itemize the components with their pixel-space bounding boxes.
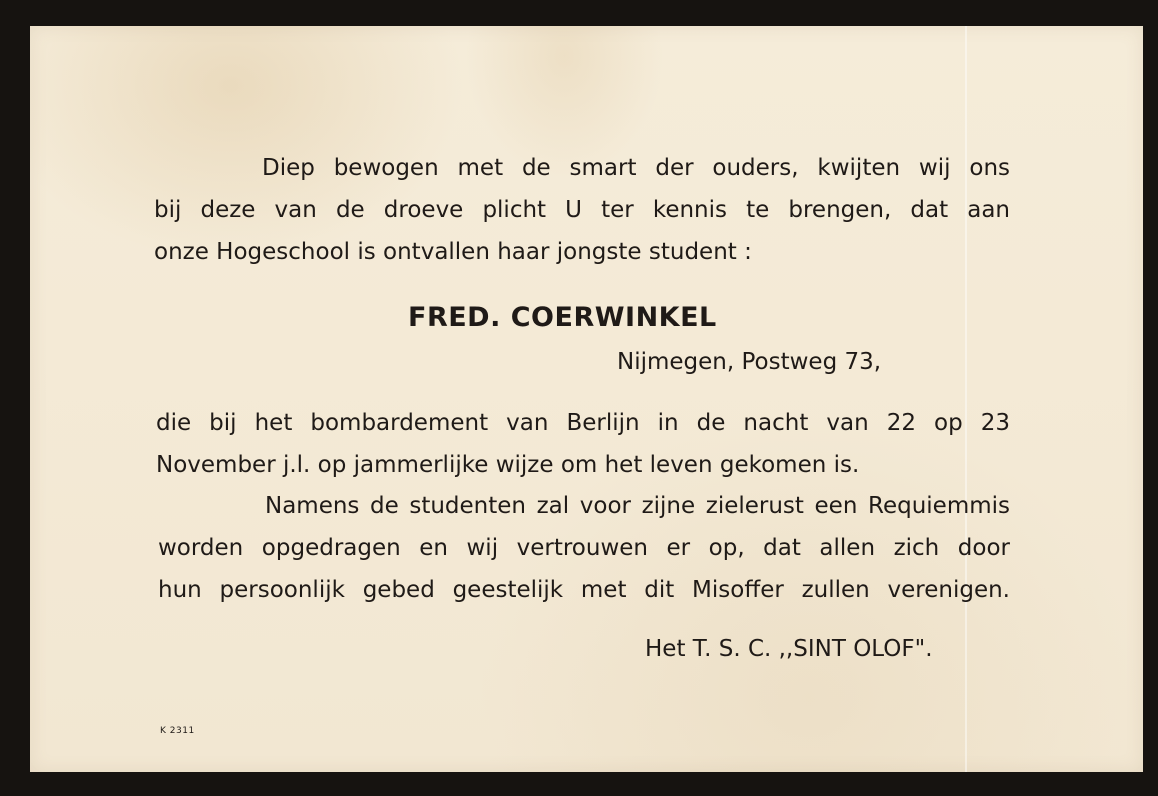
deceased-name: FRED. COERWINKEL xyxy=(408,302,717,333)
paragraph3-line1: Namens de studenten zal voor zijne zielerust een Requiemmis xyxy=(265,493,1010,519)
signature: Het T. S. C. ,,SINT OLOF". xyxy=(645,636,933,662)
print-code: K 2311 xyxy=(160,726,195,736)
paragraph3-line2: worden opgedragen en wij vertrouwen er op, dat allen zich door xyxy=(158,535,1010,561)
address: Nijmegen, Postweg 73, xyxy=(617,349,882,375)
paragraph1-line3: onze Hogeschool is ontvallen haar jongste student : xyxy=(154,239,752,265)
paragraph1-line1: Diep bewogen met de smart der ouders, kwijten wij ons xyxy=(262,155,1010,181)
paragraph1-line2: bij deze van de droeve plicht U ter kennis te brengen, dat aan xyxy=(154,197,1010,223)
paragraph3-line3: hun persoonlijk gebed geestelijk met dit Misoffer zullen verenigen. xyxy=(158,577,1010,603)
paragraph2-line2: November j.l. op jammerlijke wijze om het leven gekomen is. xyxy=(156,452,860,478)
paragraph2-line1: die bij het bombardement van Berlijn in de nacht van 22 op 23 xyxy=(156,410,1010,436)
card-crease xyxy=(965,26,967,772)
memorial-card xyxy=(30,26,1143,772)
